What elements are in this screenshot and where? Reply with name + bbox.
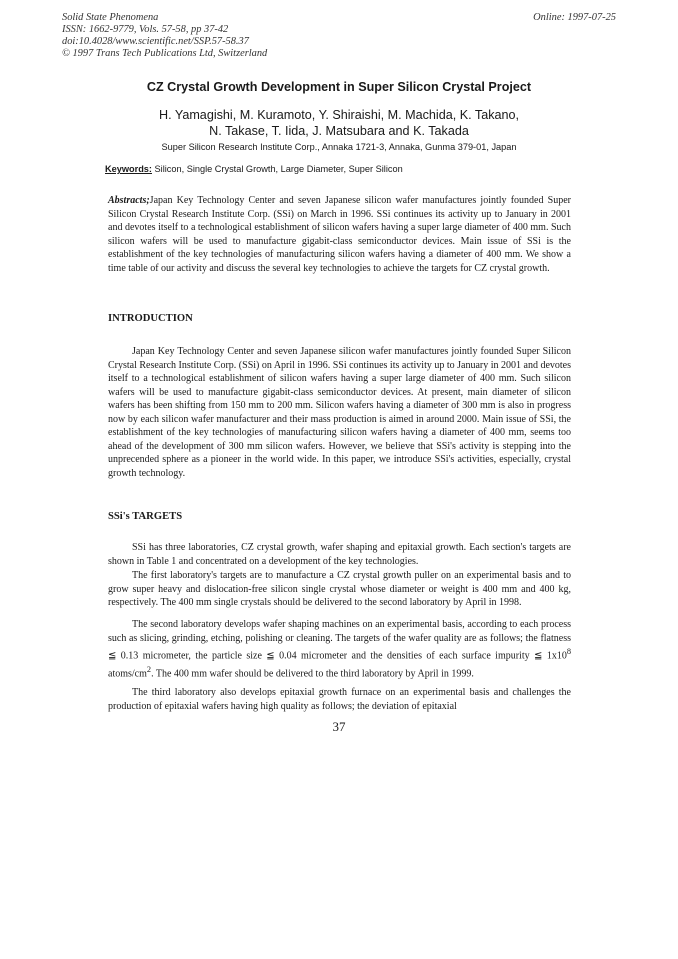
affiliation: Super Silicon Research Institute Corp., Annaka 1721-3, Annaka, Gunma 379-01, Japan	[161, 142, 517, 152]
online-date: Online: 1997-07-25	[533, 12, 616, 23]
authors-line-2: N. Takase, T. Iida, J. Matsubara and K. Takada	[209, 124, 469, 138]
issn-line: ISSN: 1662-9779, Vols. 57-58, pp 37-42	[62, 24, 229, 35]
targets-heading: SSi's TARGETS	[108, 511, 183, 522]
keywords-line	[105, 164, 403, 174]
targets-paragraph-1: SSi has three laboratories, CZ crystal growth, wafer shaping and epitaxial growth. Each section's targets are shown in Table 1 and concentrated on a development of the key technologies.	[108, 542, 571, 567]
targets-paragraph-2: The first laboratory's targets are to manufacture a CZ crystal growth puller on an experimental basis and to grow super heavy and dislocation-free silicon single crystal whose diameter or weight is 400 mm and 400 kg, respectively. The 400 mm single crystals should be delivered to the second laboratory by April in 1998.	[108, 570, 571, 608]
journal-name: Solid State Phenomena	[62, 12, 159, 23]
journal-header	[62, 12, 267, 60]
page-number: 37	[332, 719, 346, 734]
copyright-line: © 1997 Trans Tech Publications Ltd, Switzerland	[62, 48, 268, 59]
author-list	[0, 107, 678, 139]
introduction-heading: INTRODUCTION	[108, 313, 193, 324]
targets-p3-text-c: . The 400 mm wafer should be delivered to the third laboratory by April in 1999.	[151, 668, 474, 680]
targets-paragraph-3	[108, 618, 571, 681]
abstract-text: Japan Key Technology Center and seven Japanese silicon wafer manufactures jointly founded Super Silicon Crystal Research Institute Corp. (SSi) on March in 1996. SSi continues its activity up to January in 2001 and devotes itself to a technological establishment of silicon wafers having a super large diameter of 400 mm. Such silicon wafers will be used to manufacture gigabit-class semiconductor devices. Main issue of SSi is the establishment of the key technologies of manufacturing silicon wafers having a diameter of 400 mm. We show a time table of our activity and discuss the several key technologies to achieve the targets for CZ crystal growth.	[108, 195, 571, 274]
impurity-exponent: 8	[566, 647, 571, 656]
keywords-label: Keywords:	[105, 164, 152, 174]
keywords-text: Silicon, Single Crystal Growth, Large Diameter, Super Silicon	[151, 164, 403, 174]
abstract-label: Abstracts;	[108, 195, 150, 206]
paper-title: CZ Crystal Growth Development in Super Silicon Crystal Project	[146, 80, 532, 94]
doi-line: doi:10.4028/www.scientific.net/SSP.57-58.37	[62, 36, 249, 47]
authors-line-1: H. Yamagishi, M. Kuramoto, Y. Shiraishi, M. Machida, K. Takano,	[158, 108, 520, 122]
targets-p3-text-b: atoms/cm	[108, 668, 147, 680]
abstract-paragraph	[108, 194, 571, 275]
targets-paragraph-4: The third laboratory also develops epitaxial growth furnace on an experimental basis and challenges the production of epitaxial wafers having high quality as follows; the deviation of epitaxial	[108, 687, 571, 712]
area-exponent: 2	[146, 664, 152, 674]
targets-p3-text-a: The second laboratory develops wafer shaping machines on an experimental basis, according to each process such as slicing, grinding, etching, polishing or cleaning. The targets of the wafer quality are as follows; the flatness ≦ 0.13 micrometer, the particle size ≦ 0.04 micrometer and the densities of each surface impurity ≦ 1x10	[108, 619, 571, 662]
introduction-paragraph: Japan Key Technology Center and seven Japanese silicon wafer manufactures jointly founded Super Silicon Crystal Research Institute Corp. (SSi) on April in 1996. SSi continues its activity up to January in 2001 and devotes itself to a technological establishment of silicon wafers having a super large diameter of 400 mm. Such silicon wafers will be used to manufacture gigabit-class semiconductor devices. At present, main diameter of silicon wafers has been shifting from 150 mm to 200 mm. Silicon wafers having a diameter of 300 mm is also in progress now by each silicon wafer manufacturer and their mass production is aimed in around 2000. Main issue of SSi, the establishment of the key technologies of manufacturing silicon wafers having a diameter of 400 mm, seems too ahead of the development of 300 mm silicon wafers. However, we believe that SSi's activity is stepping into the unprecended sphere as a pioneer in the world wide. In this paper, we introduce SSi's activities, especially, crystal growth technology.	[108, 346, 572, 479]
